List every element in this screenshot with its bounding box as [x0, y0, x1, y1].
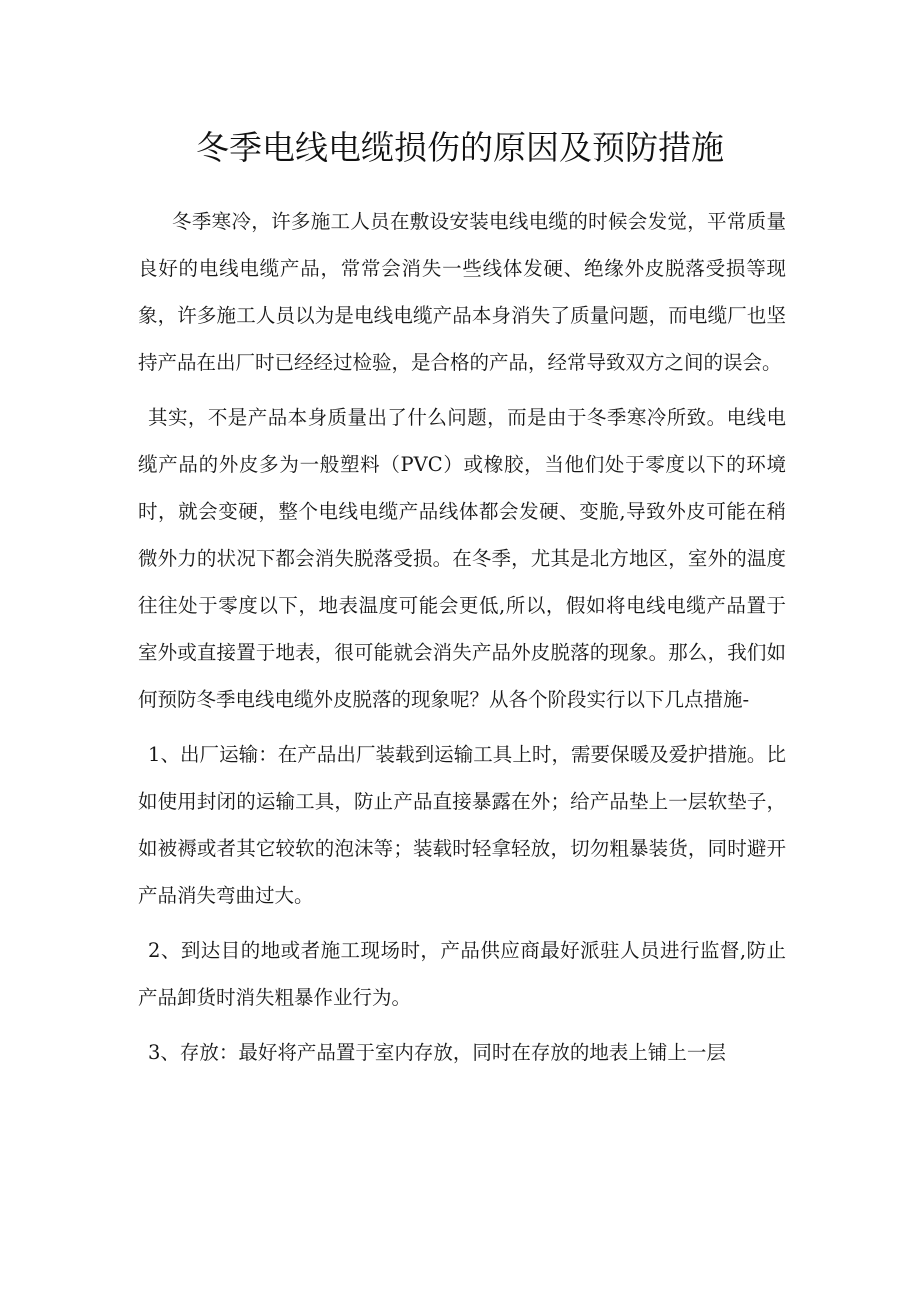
paragraph-intro: 冬季寒冷，许多施工人员在敷设安装电线电缆的时候会发觉，平常质量良好的电线电缆产品，常常会消失一些线体发硬、绝缘外皮脱落受损等现象，许多施工人员以为是电线电缆产品本身消失了质量问题，而电缆厂也坚持产品在出厂时已经经过检验，是合格的产品，经常导致双方之间的误会。 — [138, 210, 786, 374]
paragraph-measure-arrival: 2、到达目的地或者施工现场时，产品供应商最好派驻人员进行监督,防止产品卸货时消失粗暴作业行为。 — [138, 939, 786, 1009]
paragraph-cause: 其实，不是产品本身质量出了什么问题，而是由于冬季寒冷所致。电线电缆产品的外皮多为一般塑料（PVC）或橡胶，当他们处于零度以下的环境时，就会变硬，整个电线电缆产品线体都会发硬、变脆,导致外皮可能在稍微外力的状况下都会消失脱落受损。在冬季，尤其是北方地区，室外的温度往往处于零度以下，地表温度可能会更低,所以，假如将电线电缆产品置于室外或直接置于地表，很可能就会消失产品外皮脱落的现象。那么，我们如何预防冬季电线电缆外皮脱落的现象呢？从各个阶段实行以下几点措施- — [138, 406, 786, 711]
paragraph-measure-storage: 3、存放：最好将产品置于室内存放，同时在存放的地表上铺上一层 — [148, 1041, 726, 1064]
document-title: 冬季电线电缆损伤的原因及预防措施 — [196, 128, 724, 167]
paragraph-measure-transport: 1、出厂运输：在产品出厂装载到运输工具上时，需要保暖及爱护措施。比如使用封闭的运输工具，防止产品直接暴露在外；给产品垫上一层软垫子，如被褥或者其它较软的泡沫等；装载时轻拿轻放，切勿粗暴装货，同时避开产品消失弯曲过大。 — [138, 743, 786, 907]
document-body — [138, 198, 786, 1076]
